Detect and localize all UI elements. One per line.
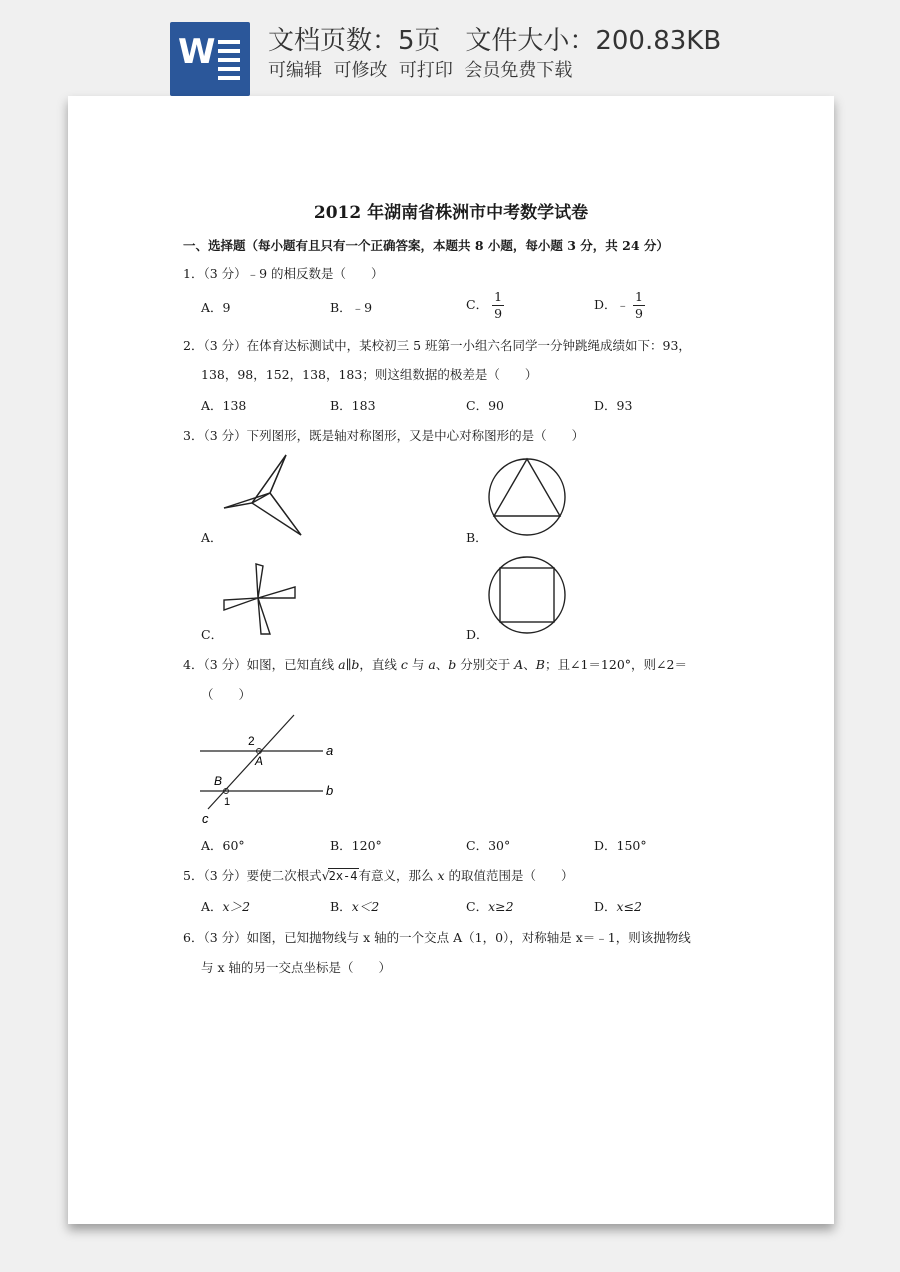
question-2-stem-line1: 2．（3 分）在体育达标测试中，某校初三 5 班第一小组六名同学一分钟跳绳成绩如下：93， xyxy=(183,338,691,353)
q1-option-d-prefix: D．﹣ xyxy=(594,297,630,312)
fig-label-point-B: B xyxy=(214,774,223,788)
fig-label-angle-1: 1 xyxy=(224,796,231,808)
q5-radicand: 2x-4 xyxy=(328,869,358,883)
q1-option-d-fraction xyxy=(633,291,645,320)
banner-subtitle: 可编辑 可修改 可打印 会员免费下载 xyxy=(268,60,573,81)
q5-option-d-text: x≤2 xyxy=(616,899,643,914)
question-2-stem-line2: 138，98，152，138，183；则这组数据的极差是（ ） xyxy=(201,367,538,382)
banner-title: 文档页数：5页 文件大小：200.83KB xyxy=(268,26,722,56)
q4-option-c: C．30° xyxy=(466,838,511,853)
q4-var-a: a xyxy=(338,657,346,672)
q4-stem-part: 、 xyxy=(435,657,449,672)
q5-option-a-prefix: A． xyxy=(201,899,223,914)
q5-option-c-prefix: C． xyxy=(466,899,489,914)
fraction-denominator: 9 xyxy=(494,305,503,321)
q4-point-B: B xyxy=(535,657,545,672)
document-page xyxy=(68,96,834,1224)
q5-option-a xyxy=(201,897,250,915)
q4-parallel-symbol: ∥ xyxy=(345,657,352,672)
q4-stem-part: ；且∠1＝120°，则∠2＝ xyxy=(544,657,687,672)
q5-option-c xyxy=(466,897,514,915)
fig-label-line-a: a xyxy=(326,743,334,758)
fig-label-line-c: c xyxy=(202,811,209,826)
question-4-stem-line2: （ ） xyxy=(201,687,252,702)
question-4-stem xyxy=(183,655,687,673)
question-6-stem-line2: 与 x 轴的另一交点坐标是（ ） xyxy=(201,960,391,975)
question-6-stem-line1: 6．（3 分）如图，已知抛物线与 x 轴的一个交点 A（1，0），对称轴是 x＝﹣1，则该抛物线 xyxy=(183,930,691,945)
q4-parallel-lines-figure xyxy=(198,711,348,826)
question-1-stem: 1．（3 分）﹣9 的相反数是（ ） xyxy=(183,266,384,281)
q4-var-b: b xyxy=(351,657,360,672)
q5-option-a-text: x＞2 xyxy=(222,899,251,914)
q4-option-d: D．150° xyxy=(594,838,647,853)
fig-label-angle-2: 2 xyxy=(248,734,255,748)
q3-figure-d-square-in-circle xyxy=(487,555,567,635)
q5-option-b-prefix: B． xyxy=(330,899,352,914)
q3-option-c-label: C． xyxy=(201,627,224,642)
q5-option-b xyxy=(330,897,379,915)
q3-option-a-label: A． xyxy=(201,530,223,545)
q1-option-b: B．﹣9 xyxy=(330,300,373,315)
q4-stem-part: 、 xyxy=(523,657,536,672)
q5-var-x: x xyxy=(437,868,445,883)
word-logo-letter: W xyxy=(178,32,216,72)
word-document-icon xyxy=(170,22,250,96)
q4-var-b: b xyxy=(448,657,457,672)
q4-stem-part: 4．（3 分）如图，已知直线 xyxy=(183,657,339,672)
question-5-stem: 5．（3 分）要使二次根式√2x-4有意义，那么 x 的取值范围是（ ） xyxy=(183,868,574,883)
q3-figure-a-shuriken xyxy=(218,451,308,536)
fraction-denominator: 9 xyxy=(635,305,643,321)
q2-option-b: B．183 xyxy=(330,398,376,413)
q4-option-b: B．120° xyxy=(330,838,382,853)
q1-option-c xyxy=(466,291,504,320)
section-heading: 一、选择题（每小题有且只有一个正确答案，本题共 8 小题，每小题 3 分，共 24 分） xyxy=(183,238,669,253)
q4-stem-part: 与 xyxy=(407,657,429,672)
q1-option-a: A．9 xyxy=(201,300,231,315)
q4-stem-part: ，直线 xyxy=(359,657,401,672)
q4-point-A: A xyxy=(514,657,524,672)
q1-option-c-prefix: C． xyxy=(466,297,489,312)
q5-option-d-prefix: D． xyxy=(594,899,617,914)
q5-option-b-text: x＜2 xyxy=(351,899,380,914)
q2-option-c: C．90 xyxy=(466,398,504,413)
q5-option-d xyxy=(594,897,642,915)
q5-stem-part: 的取值范围是（ ） xyxy=(444,868,574,883)
q4-stem-part: 分别交于 xyxy=(456,657,515,672)
q4-var-a: a xyxy=(428,657,436,672)
q4-var-c: c xyxy=(400,657,408,672)
download-banner xyxy=(0,0,900,96)
fraction-numerator: 1 xyxy=(494,289,503,304)
q3-figure-c-pinwheel xyxy=(223,560,298,636)
q4-option-a: A．60° xyxy=(201,838,245,853)
fig-label-point-A: A xyxy=(255,754,264,768)
q1-option-c-fraction xyxy=(492,291,504,320)
fraction-numerator: 1 xyxy=(635,289,643,304)
fig-label-line-b: b xyxy=(326,783,334,798)
exam-title: 2012 年湖南省株洲市中考数学试卷 xyxy=(313,203,589,223)
q3-figure-b-triangle-in-circle xyxy=(487,457,567,537)
q2-option-a: A．138 xyxy=(201,398,247,413)
question-3-stem: 3．（3 分）下列图形，既是轴对称图形，又是中心对称图形的是（ ） xyxy=(183,428,585,443)
q5-option-c-text: x≥2 xyxy=(488,899,514,914)
q5-stem-part: 有意义，那么 xyxy=(358,868,438,883)
q5-stem-part: 5．（3 分）要使二次根式 xyxy=(183,868,322,883)
q2-option-d: D．93 xyxy=(594,398,633,413)
q1-option-d xyxy=(594,291,645,320)
document-lines-icon xyxy=(218,40,240,85)
q3-option-b-label: B． xyxy=(466,530,488,545)
q3-option-d-label: D． xyxy=(466,627,489,642)
